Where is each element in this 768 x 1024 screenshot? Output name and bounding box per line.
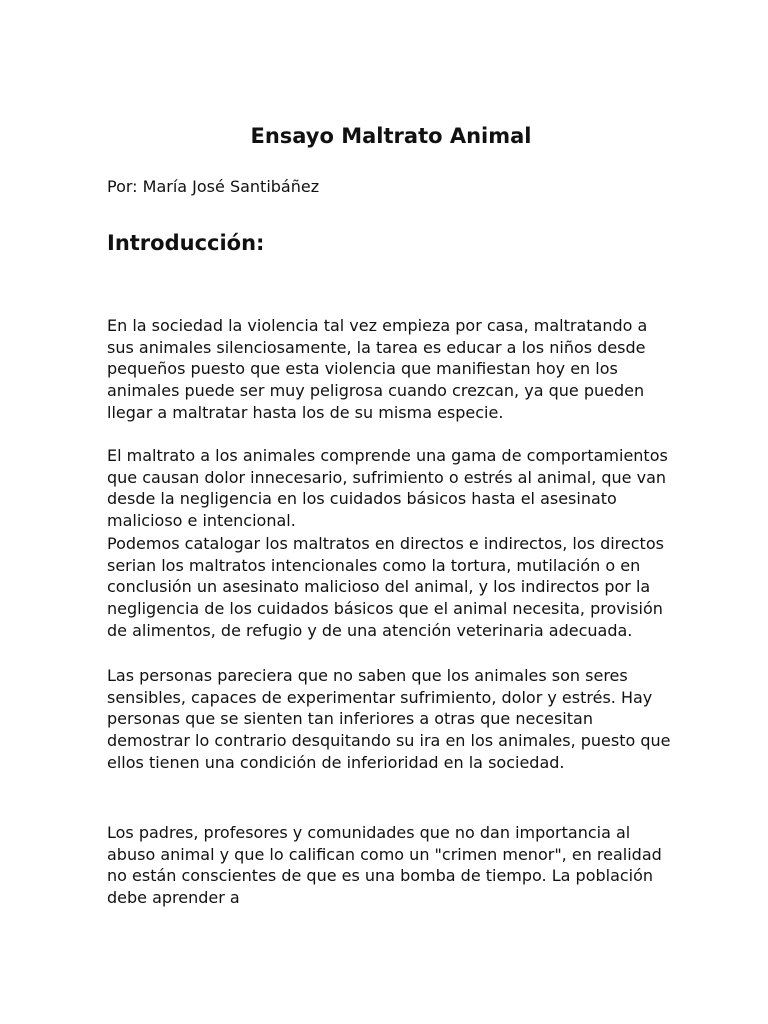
paragraph: El maltrato a los animales comprende una gama de comportamientos que causan dolor innecesario, sufrimiento o estrés al animal, que van desde la negligencia en los cuidados básicos hasta el asesinato malicioso e intencional.	[107, 446, 668, 531]
paragraph: Podemos catalogar los maltratos en directos e indirectos, los directos serian los maltratos intencionales como la tortura, mutilación o en conclusión un asesinato malicioso del animal, y los indirectos por la negligencia de los cuidados básicos que el animal necesita, provisión de alimentos, de refugio y de una atención veterinaria adecuada.	[107, 534, 664, 640]
paragraph: En la sociedad la violencia tal vez empieza por casa, maltratando a sus animales silenciosamente, la tarea es educar a los niños desde pequeños puesto que esta violencia que manifiestan hoy en los animales puede ser muy peligrosa cuando crezcan, ya que pueden llegar a maltratar hasta los de su misma especie.	[107, 316, 648, 422]
paragraph: Las personas pareciera que no saben que los animales son seres sensibles, capaces de experimentar sufrimiento, dolor y estrés. Hay personas que se sienten tan inferiores a otras que necesitan demostrar lo contrario desquitando su ira en los animales, puesto que ellos tienen una condición de inferioridad en la sociedad.	[107, 666, 671, 772]
paragraph: Los padres, profesores y comunidades que no dan importancia al abuso animal y que lo califican como un "crimen menor", en realidad no están conscientes de que es una bomba de tiempo. La población debe aprender a	[107, 823, 662, 908]
document-title: Ensayo Maltrato Animal	[250, 124, 532, 148]
author-line: Por: María José Santibáñez	[107, 177, 320, 196]
section-heading: Introducción:	[107, 231, 265, 255]
